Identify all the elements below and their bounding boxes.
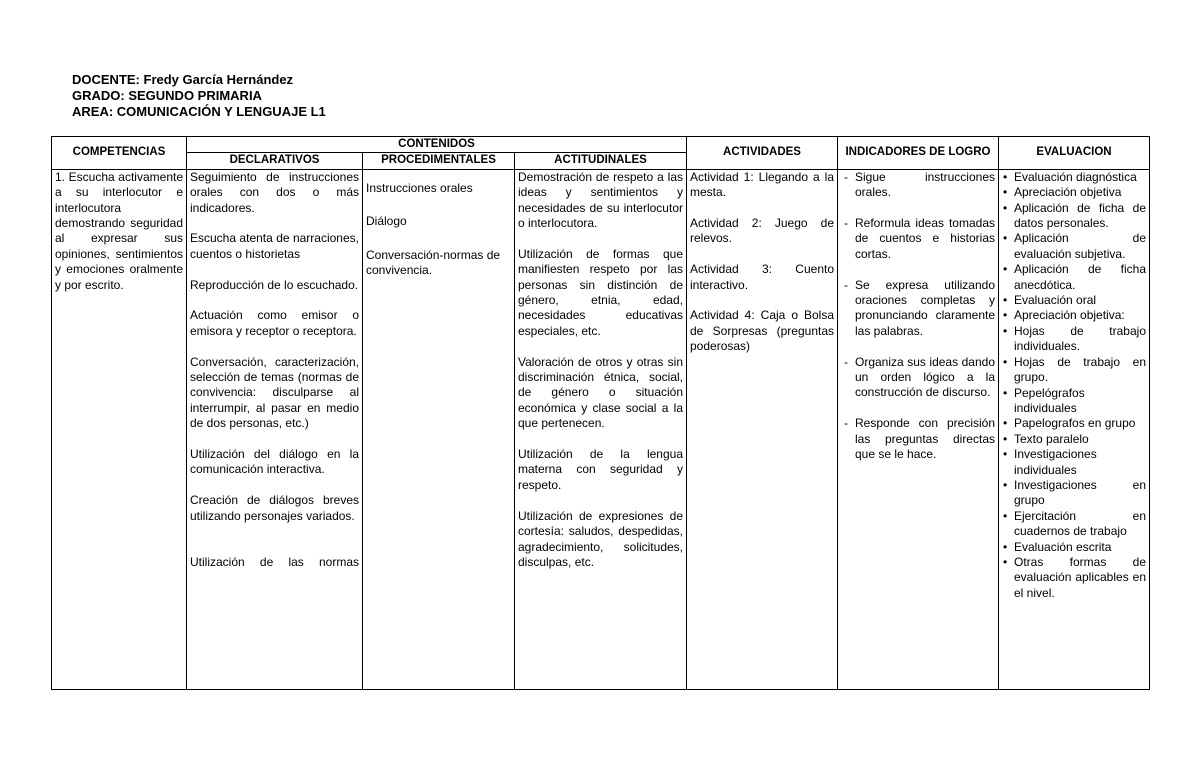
- indicador-item: - Reformula ideas tomadas de cuentos e historias cortas.: [841, 216, 995, 262]
- planning-table: [51, 136, 1150, 690]
- evaluacion-item: • Papelografos en grupo: [1002, 416, 1146, 431]
- evaluacion-item: • Evaluación oral: [1002, 293, 1146, 308]
- area-line: AREA: COMUNICACIÓN Y LENGUAJE L1: [72, 104, 326, 119]
- header-declarativos: DECLARATIVOS: [187, 153, 363, 169]
- cell-competencias: [52, 169, 187, 689]
- declarativo-item: Seguimiento de instrucciones orales con dos o más indicadores.: [190, 169, 359, 215]
- evaluacion-item: • Aplicación de evaluación subjetiva.: [1002, 231, 1146, 262]
- actitudinal-item: Valoración de otros y otras sin discriminación étnica, social, de género o situación económica y clase social a la que pertenecen.: [518, 354, 683, 431]
- evaluacion-item: • Apreciación objetiva: [1002, 185, 1146, 200]
- evaluacion-list: [1002, 170, 1146, 601]
- cell-indicadores: [838, 169, 999, 689]
- header-indicadores: INDICADORES DE LOGRO: [838, 137, 999, 170]
- declarativo-item: Conversación, caracterización, selección de temas (normas de convivencia: disculparse al interrumpir, al pasar en medio de dos personas, etc.): [190, 354, 359, 431]
- evaluacion-item: • Texto paralelo: [1002, 432, 1146, 447]
- evaluacion-item: • Ejercitación en cuadernos de trabajo: [1002, 509, 1146, 540]
- evaluacion-item: • Evaluación escrita: [1002, 540, 1146, 555]
- evaluacion-item: • Aplicación de ficha anecdótica.: [1002, 262, 1146, 293]
- evaluacion-item: • Hojas de trabajo individuales.: [1002, 324, 1146, 355]
- evaluacion-item: • Aplicación de ficha de datos personales.: [1002, 201, 1146, 232]
- cell-actitudinales: [515, 169, 687, 689]
- grade-line: GRADO: SEGUNDO PRIMARIA: [72, 88, 262, 103]
- evaluacion-item: • Pepelógrafos individuales: [1002, 386, 1146, 417]
- document-header: [72, 72, 326, 120]
- cell-procedimentales: [363, 169, 515, 689]
- actitudinal-item: Utilización de expresiones de cortesía: saludos, despedidas, agradecimiento, solicitudes, disculpas, etc.: [518, 508, 683, 569]
- declarativo-item: Actuación como emisor o emisora y receptor o receptora.: [190, 308, 359, 338]
- teacher-line: DOCENTE: Fredy García Hernández: [72, 72, 294, 87]
- header-contenidos: CONTENIDOS: [187, 137, 687, 153]
- cell-evaluacion: [999, 169, 1150, 689]
- actividad-item: Actividad 4: Caja o Bolsa de Sorpresas (preguntas poderosas): [690, 308, 834, 354]
- competencia-text: 1. Escucha activamente a su interlocutor e interlocutora demostrando seguridad al expresar sus opiniones, sentimientos y emociones oralmente y por escrito.: [55, 169, 183, 292]
- indicador-item: - Se expresa utilizando oraciones completas y pronunciando claramente las palabras.: [841, 278, 995, 340]
- cell-actividades: [687, 169, 838, 689]
- header-actitudinales: ACTITUDINALES: [515, 153, 687, 169]
- procedimental-item: Instrucciones orales: [366, 180, 473, 195]
- procedimental-item: Conversación-normas de convivencia.: [366, 247, 501, 278]
- actitudinal-item: Utilización de la lengua materna con seguridad y respeto.: [518, 447, 683, 492]
- actitudinal-item: Utilización de formas que manifiesten respeto por las personas sin distinción de género, etnia, edad, necesidades educativas especiales, etc.: [518, 246, 683, 338]
- actividad-item: Actividad 2: Juego de relevos.: [690, 216, 834, 246]
- actitudinal-item: Demostración de respeto a las ideas y sentimientos y necesidades de su interlocutor o interlocutora.: [518, 169, 683, 231]
- indicador-item: - Sigue instrucciones orales.: [841, 170, 995, 201]
- declarativo-item: Creación de diálogos breves utilizando personajes variados.: [190, 493, 359, 523]
- procedimental-item: Diálogo: [366, 214, 407, 229]
- evaluacion-item: • Otras formas de evaluación aplicables en el nivel.: [1002, 555, 1146, 601]
- indicador-item: - Organiza sus ideas dando un orden lógico a la construcción de discurso.: [841, 355, 995, 401]
- evaluacion-item: • Apreciación objetiva:: [1002, 308, 1146, 323]
- header-evaluacion: EVALUACION: [999, 137, 1150, 170]
- header-competencias: COMPETENCIAS: [52, 137, 187, 170]
- actividad-item: Actividad 1: Llegando a la mesta.: [690, 169, 834, 200]
- indicadores-list: [841, 170, 995, 463]
- declarativo-item: Reproducción de lo escuchado.: [190, 277, 359, 292]
- evaluacion-item: • Investigaciones en grupo: [1002, 478, 1146, 509]
- header-procedimentales: PROCEDIMENTALES: [363, 153, 515, 169]
- declarativo-item: Utilización de las normas: [190, 554, 359, 569]
- declarativo-item: Escucha atenta de narraciones, cuentos o historietas: [190, 231, 359, 261]
- evaluacion-item: • Investigaciones individuales: [1002, 447, 1146, 478]
- evaluacion-item: • Evaluación diagnóstica: [1002, 170, 1146, 185]
- header-actividades: ACTIVIDADES: [687, 137, 838, 170]
- evaluacion-item: • Hojas de trabajo en grupo.: [1002, 355, 1146, 386]
- actividad-item: Actividad 3: Cuento interactivo.: [690, 262, 834, 292]
- declarativo-item: Utilización del diálogo en la comunicación interactiva.: [190, 447, 359, 477]
- indicador-item: - Responde con precisión las preguntas directas que se le hace.: [841, 416, 995, 462]
- cell-declarativos: [187, 169, 363, 689]
